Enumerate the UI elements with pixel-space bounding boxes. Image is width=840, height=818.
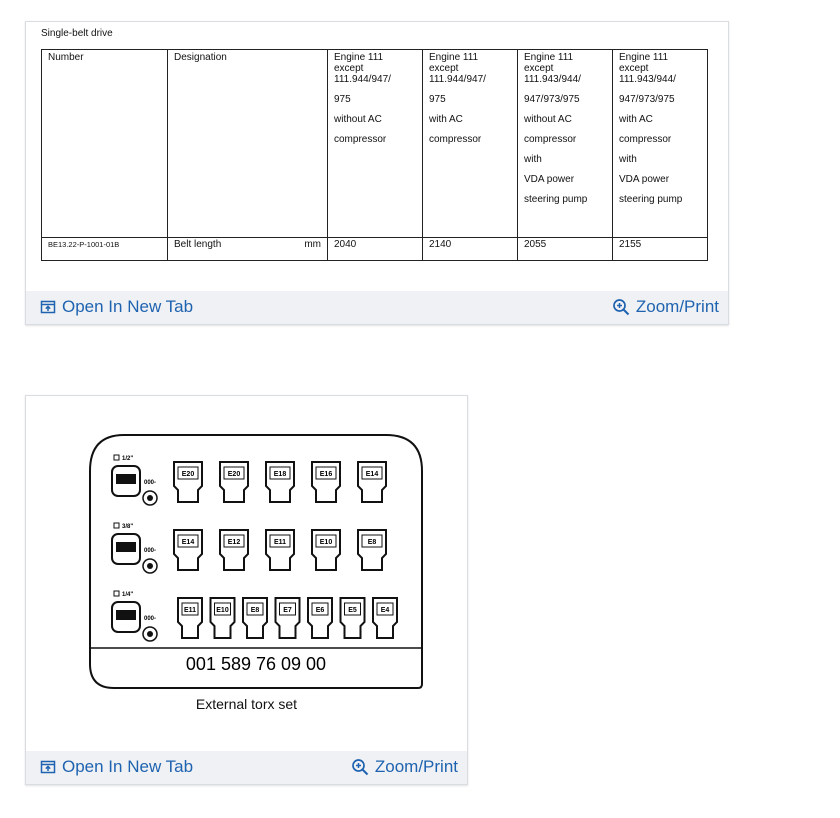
header-line: except bbox=[524, 63, 554, 74]
table-row bbox=[42, 238, 708, 261]
socket-item bbox=[373, 598, 397, 638]
row-value-3: 2055 bbox=[518, 238, 613, 261]
image-caption: External torx set bbox=[195, 696, 298, 712]
drive-size-label: 3/8" bbox=[122, 524, 134, 530]
row-value-2: 2140 bbox=[423, 238, 518, 261]
header-line: with bbox=[524, 154, 542, 165]
header-line: except bbox=[619, 63, 649, 74]
socket-size-label: E8 bbox=[367, 539, 377, 546]
header-engine-col-3 bbox=[518, 50, 613, 238]
socket-size-label: E12 bbox=[227, 539, 241, 546]
socket-item bbox=[276, 598, 300, 638]
open-in-new-tab-link[interactable]: Open In New Tab bbox=[40, 297, 193, 317]
prefix-label: 000- bbox=[144, 480, 157, 486]
header-designation bbox=[168, 50, 328, 238]
prefix-label: 000- bbox=[144, 548, 157, 554]
header-line: 947/973/975 bbox=[524, 94, 580, 105]
header-line: 975 bbox=[334, 94, 351, 105]
socket-size-label: E16 bbox=[319, 471, 333, 478]
row-number: BE13.22-P-1001-01B bbox=[42, 238, 168, 261]
header-engine-col-2 bbox=[423, 50, 518, 238]
socket-item bbox=[174, 462, 202, 502]
header-line: Engine 111 bbox=[429, 52, 479, 63]
zoom-icon bbox=[612, 298, 630, 316]
belt-drive-table-card bbox=[25, 21, 729, 325]
header-line: 947/973/975 bbox=[619, 94, 675, 105]
unit-text: mm bbox=[304, 239, 321, 250]
header-line: compressor bbox=[619, 134, 672, 145]
torx-set-image-card bbox=[25, 395, 468, 785]
header-line: 111.943/944/ bbox=[524, 74, 581, 85]
header-line: compressor bbox=[429, 134, 482, 145]
socket-size-label: E20 bbox=[181, 471, 195, 478]
socket-size-label: E14 bbox=[181, 539, 195, 546]
drive-group bbox=[112, 591, 157, 641]
header-line: without AC bbox=[524, 114, 572, 125]
drive-group bbox=[112, 523, 157, 573]
socket-item bbox=[211, 598, 235, 638]
part-number-text: 001 589 76 09 00 bbox=[185, 654, 327, 674]
header-engine-col-1 bbox=[328, 50, 423, 238]
socket-item bbox=[308, 598, 332, 638]
torx-profile-center bbox=[147, 495, 153, 501]
header-line: VDA power bbox=[619, 174, 670, 185]
open-in-new-tab-link[interactable]: Open In New Tab bbox=[40, 757, 193, 777]
card-footer bbox=[26, 751, 467, 784]
table-header-row bbox=[42, 50, 708, 238]
header-line: with AC bbox=[429, 114, 463, 125]
row-value-1: 2040 bbox=[328, 238, 423, 261]
socket-item bbox=[312, 462, 340, 502]
header-line: 111.944/947/ bbox=[429, 74, 486, 85]
socket-size-label: E20 bbox=[227, 471, 241, 478]
header-line: compressor bbox=[524, 134, 577, 145]
zoom-icon bbox=[351, 758, 369, 776]
zoom-print-link[interactable]: Zoom/Print bbox=[612, 297, 719, 317]
torx-profile-center bbox=[147, 563, 153, 569]
header-line: with AC bbox=[619, 114, 653, 125]
header-line: Engine 111 bbox=[619, 52, 669, 63]
header-line: except bbox=[429, 63, 459, 74]
drive-groups bbox=[112, 455, 157, 641]
socket-item bbox=[220, 462, 248, 502]
header-line: steering pump bbox=[619, 194, 683, 205]
header-line: VDA power bbox=[524, 174, 575, 185]
designation-text: Belt length bbox=[174, 239, 222, 250]
header-line: 111.944/947/ bbox=[334, 74, 391, 85]
zoom-print-link[interactable]: Zoom/Print bbox=[351, 757, 458, 777]
socket-item bbox=[174, 530, 202, 570]
socket-size-label: E6 bbox=[315, 607, 325, 614]
header-line: steering pump bbox=[524, 194, 588, 205]
drive-group bbox=[112, 455, 157, 505]
socket-item bbox=[266, 462, 294, 502]
socket-size-label: E7 bbox=[283, 607, 292, 614]
prefix-label: 000- bbox=[144, 616, 157, 622]
header-line: compressor bbox=[334, 134, 387, 145]
row-value-4: 2155 bbox=[613, 238, 708, 261]
socket-size-label: E11 bbox=[273, 539, 287, 546]
drive-size-label: 1/2" bbox=[122, 456, 134, 462]
torx-profile-center bbox=[147, 631, 153, 637]
socket-size-label: E14 bbox=[365, 471, 379, 478]
checkbox-symbol bbox=[114, 591, 119, 596]
socket-item bbox=[312, 530, 340, 570]
socket-size-label: E11 bbox=[183, 607, 197, 614]
torx-set-drawing bbox=[88, 434, 424, 690]
checkbox-symbol bbox=[114, 523, 119, 528]
ratchet-adapter-detail bbox=[116, 542, 136, 552]
header-line: Designation bbox=[174, 52, 227, 63]
header-line: Engine 111 bbox=[334, 52, 384, 63]
socket-item bbox=[341, 598, 365, 638]
checkbox-symbol bbox=[114, 455, 119, 460]
socket-item bbox=[178, 598, 202, 638]
ratchet-adapter-detail bbox=[116, 610, 136, 620]
socket-size-label: E8 bbox=[250, 607, 260, 614]
open-new-tab-icon bbox=[40, 759, 56, 775]
socket-size-label: E10 bbox=[319, 539, 333, 546]
header-line: without AC bbox=[334, 114, 382, 125]
table-caption: Single-belt drive bbox=[41, 28, 113, 39]
socket-size-label: E5 bbox=[348, 607, 357, 614]
header-line: 975 bbox=[429, 94, 446, 105]
socket-groups bbox=[174, 462, 397, 638]
open-new-tab-icon bbox=[40, 299, 56, 315]
card-footer bbox=[26, 291, 728, 324]
socket-size-label: E4 bbox=[380, 607, 390, 614]
socket-size-label: E18 bbox=[273, 471, 287, 478]
socket-item bbox=[243, 598, 267, 638]
header-line: with bbox=[619, 154, 637, 165]
ratchet-adapter-detail bbox=[116, 474, 136, 484]
row-designation bbox=[168, 238, 328, 261]
header-line: Engine 111 bbox=[524, 52, 574, 63]
drive-size-label: 1/4" bbox=[122, 592, 134, 598]
header-engine-col-4 bbox=[613, 50, 708, 238]
socket-size-label: E10 bbox=[216, 607, 229, 614]
socket-item bbox=[266, 530, 294, 570]
socket-item bbox=[358, 462, 386, 502]
header-line: 111.943/944/ bbox=[619, 74, 676, 85]
header-number bbox=[42, 50, 168, 238]
socket-item bbox=[358, 530, 386, 570]
socket-item bbox=[220, 530, 248, 570]
header-line: except bbox=[334, 63, 364, 74]
header-line: Number bbox=[48, 52, 84, 63]
belt-length-table bbox=[41, 49, 708, 261]
